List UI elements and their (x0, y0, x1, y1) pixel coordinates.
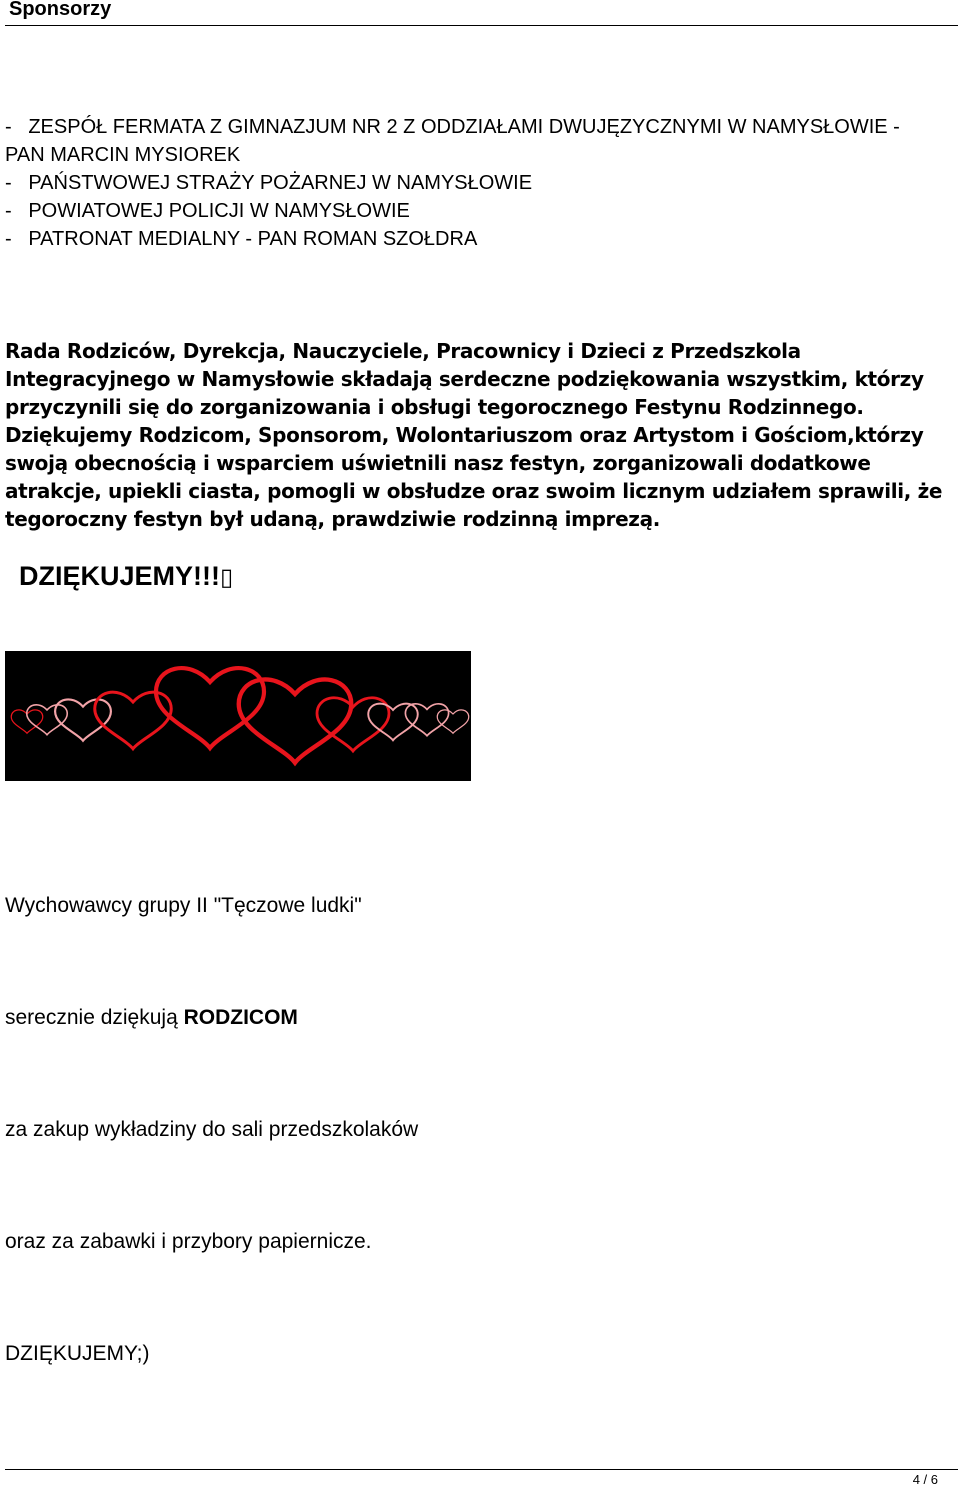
page-number: 4 / 6 (912, 1472, 938, 1487)
group-line-2 (5, 1006, 298, 1030)
sponsor-list (5, 113, 935, 253)
list-item: - POWIATOWEJ POLICJI W NAMYSŁOWIE (5, 200, 410, 222)
thanks-text-2: Dziękujemy Rodzicom, Sponsorom, Wolontariuszom oraz Artystom i Gościom,którzy swoją obecnością i wsparciem uświetnili nasz festyn, zorganizowali dodatkowe atrakcje, upiekli ciasta, pomogli w obsłudze oraz swoim licznym udziałem sprawili, że tegoroczny festyn był udaną, prawdziwie rodzinną imprezą. (5, 423, 943, 531)
hearts-banner-icon (5, 651, 471, 781)
page-title: Sponsorzy (9, 0, 112, 20)
heart-shape (239, 680, 352, 763)
hearts-banner-image (5, 651, 471, 781)
group-line-5: DZIĘKUJEMY;) (5, 1342, 150, 1365)
thanks-paragraph (5, 337, 957, 533)
heart-shape (405, 704, 448, 736)
thanks-text-1: Rada Rodziców, Dyrekcja, Nauczyciele, Pracownicy i Dzieci z Przedszkola Integracyjnego w Namysłowie składają serdeczne podziękowania wszystkim, którzy przyczynili się do zorganizowania i obsługi tegorocznego Festynu Rodzinnego. (5, 339, 924, 419)
big-thanks-text: DZIĘKUJEMY!!! (19, 561, 220, 591)
header-divider (5, 25, 958, 26)
list-item: - PAŃSTWOWEJ STRAŻY POŻARNEJ W NAMYSŁOWIE (5, 172, 533, 194)
missing-glyph-box: ▯ (220, 564, 234, 591)
group-line-3: za zakup wykładziny do sali przedszkolaków (5, 1118, 419, 1141)
big-thanks-heading (19, 561, 233, 592)
group-line-4: oraz za zabawki i przybory papiernicze. (5, 1230, 372, 1253)
heart-shape (437, 710, 469, 733)
footer-divider (5, 1469, 958, 1470)
list-item: - ZESPÓŁ FERMATA Z GIMNAZJUM NR 2 Z ODDZIAŁAMI DWUJĘZYCZNYMI W NAMYSŁOWIE - PAN MARCIN MYSIOREK (5, 116, 906, 166)
list-item: - PATRONAT MEDIALNY - PAN ROMAN SZOŁDRA (5, 228, 478, 250)
group-line-2-bold: RODZICOM (183, 1006, 298, 1029)
group-line-2-text: serecznie dziękują (5, 1006, 184, 1029)
heart-shape (27, 705, 68, 735)
heart-shape (317, 698, 389, 751)
group-line-1: Wychowawcy grupy II "Tęczowe ludki" (5, 894, 362, 917)
